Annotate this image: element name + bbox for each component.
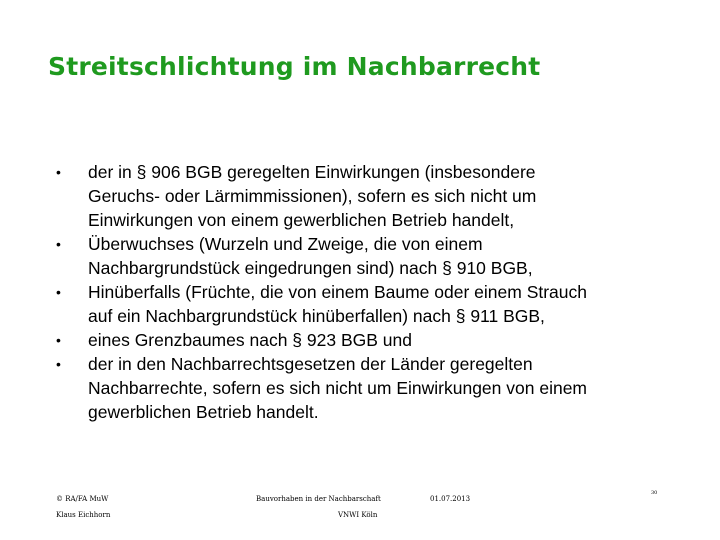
bullet-line: Geruchs- oder Lärmimmissionen), sofern es sich nicht um <box>88 186 537 206</box>
bullet-line: der in den Nachbarrechtsgesetzen der Länder geregelten <box>88 354 533 374</box>
bullet-line: eines Grenzbaumes nach § 923 BGB und <box>88 330 412 350</box>
bullet-icon: • <box>56 164 61 180</box>
bullet-icon: • <box>56 356 61 372</box>
bullet-line: Hinüberfalls (Früchte, die von einem Baume oder einem Strauch <box>88 282 587 302</box>
footer-author: Klaus Eichhorn <box>56 511 111 519</box>
footer-copyright: © RA/FA MuW <box>56 495 109 503</box>
bullet-line: Überwuchses (Wurzeln und Zweige, die von einem <box>88 234 483 254</box>
bullet-item <box>56 232 666 280</box>
bullet-icon: • <box>56 284 61 300</box>
bullet-line: der in § 906 BGB geregelten Einwirkungen (insbesondere <box>88 162 536 182</box>
bullet-line: gewerblichen Betrieb handelt. <box>88 402 319 422</box>
bullet-line: Nachbargrundstück eingedrungen sind) nach § 910 BGB, <box>88 258 533 278</box>
footer-topic: Bauvorhaben in der Nachbarschaft <box>256 495 381 503</box>
bullet-item <box>56 160 666 232</box>
bullet-icon: • <box>56 236 61 252</box>
bullet-line: auf ein Nachbargrundstück hinüberfallen) nach § 911 BGB, <box>88 306 545 326</box>
bullet-list <box>56 160 666 424</box>
bullet-item <box>56 352 666 424</box>
bullet-line: Nachbarrechte, sofern es sich nicht um Einwirkungen von einem <box>88 378 587 398</box>
page-number: 30 <box>651 490 658 496</box>
slide-title: Streitschlichtung im Nachbarrecht <box>48 52 541 81</box>
bullet-line: Einwirkungen von einem gewerblichen Betrieb handelt, <box>88 210 515 230</box>
footer-organization: VNWI Köln <box>338 511 378 519</box>
bullet-icon: • <box>56 332 61 348</box>
bullet-item <box>56 280 666 328</box>
footer-date: 01.07.2013 <box>430 495 471 503</box>
bullet-item <box>56 328 666 352</box>
